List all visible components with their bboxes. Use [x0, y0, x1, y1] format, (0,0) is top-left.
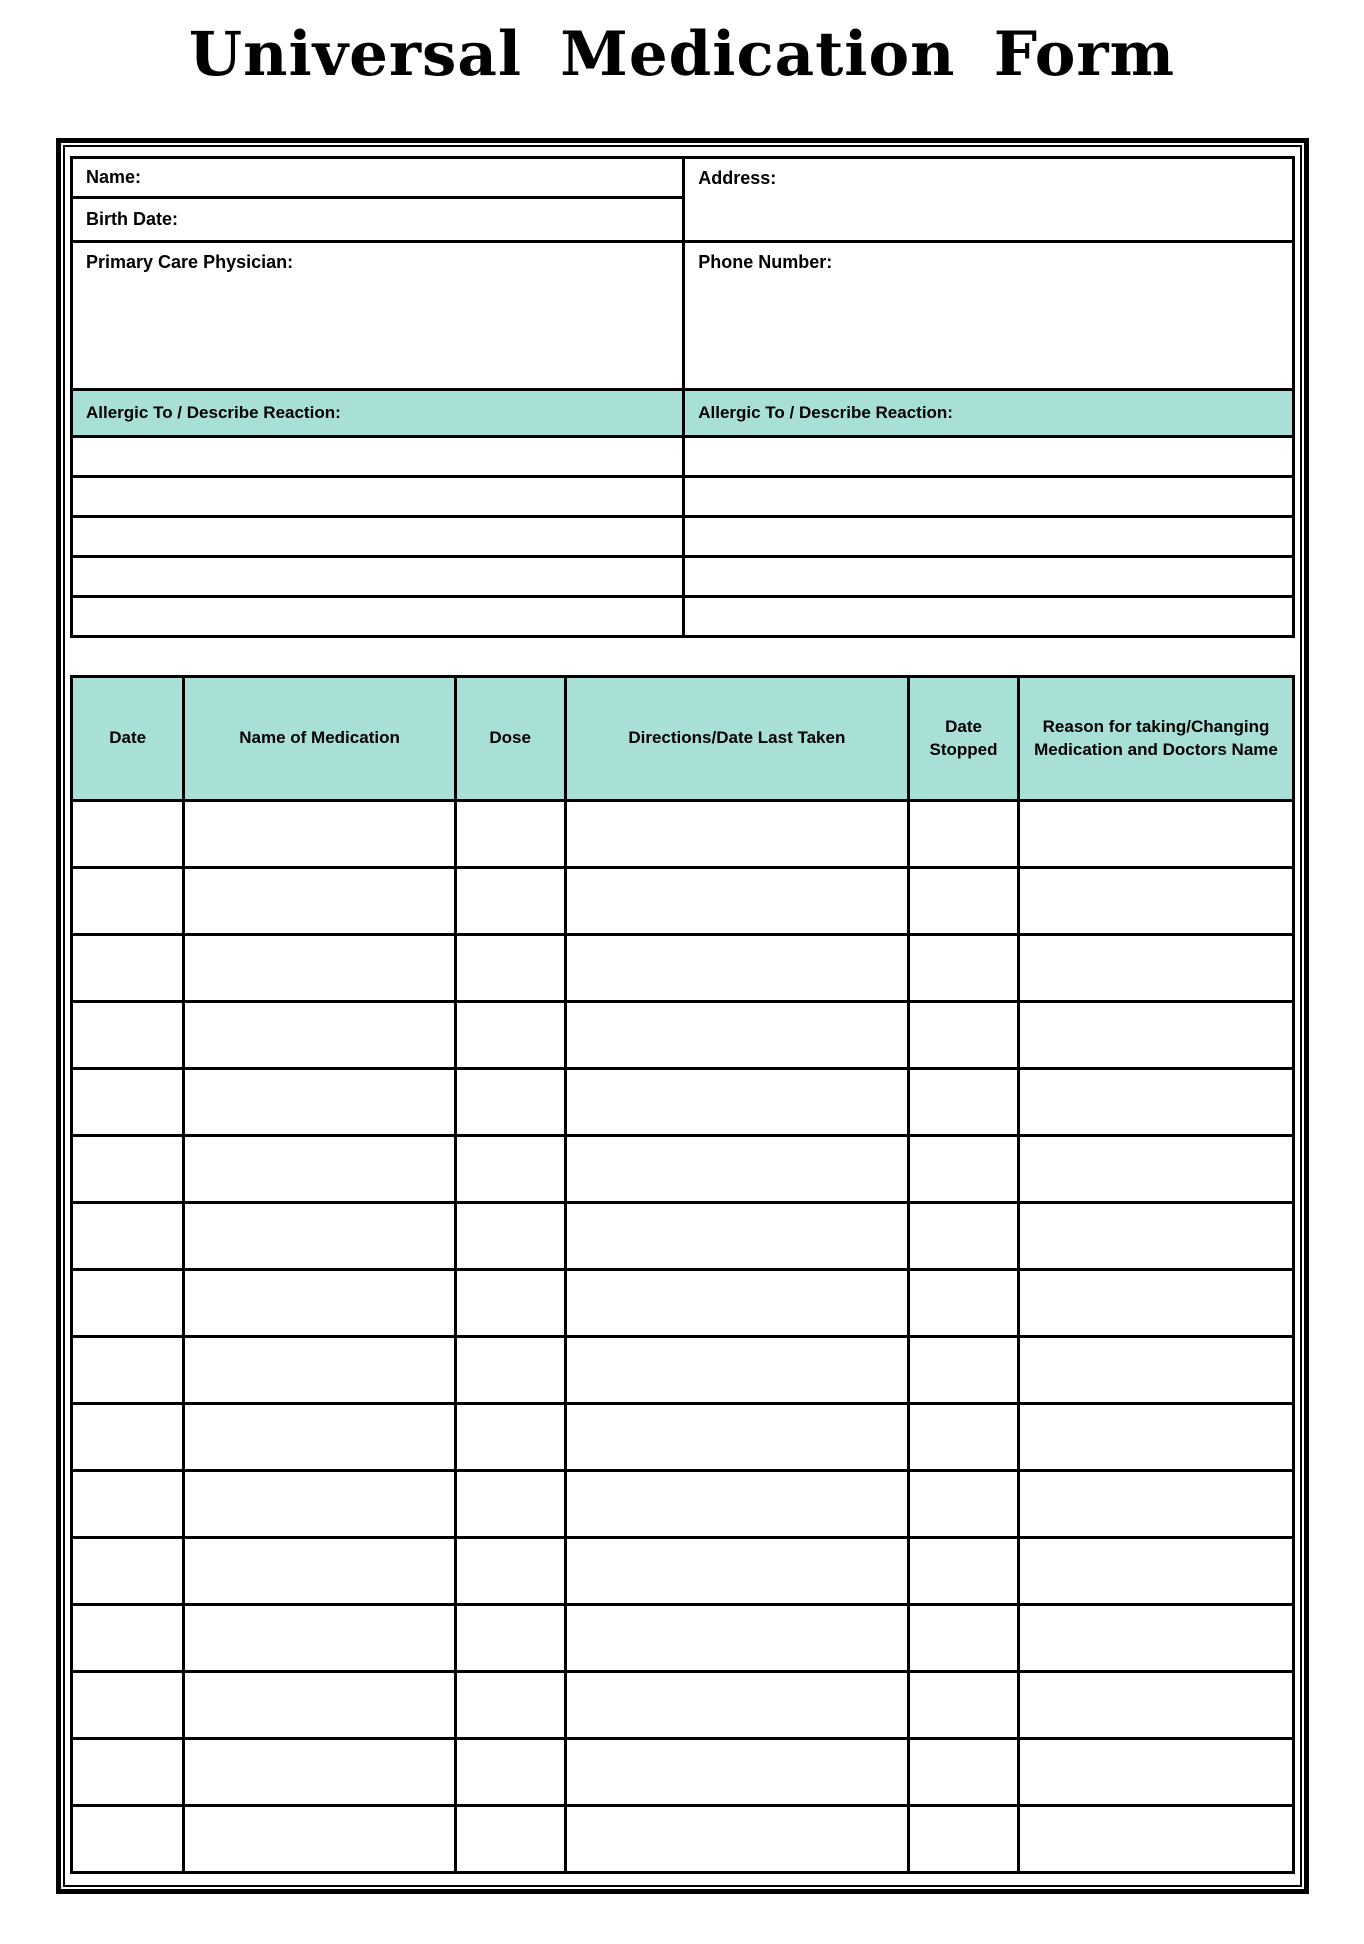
- medication-empty-rows: [72, 801, 1294, 1873]
- medication-entry-cell[interactable]: [565, 1806, 908, 1873]
- medication-entry-cell[interactable]: [184, 801, 455, 868]
- medication-entry-cell[interactable]: [1019, 1270, 1294, 1337]
- medication-entry-cell[interactable]: [909, 1404, 1019, 1471]
- allergy-header-left-label: Allergic To / Describe Reaction:: [86, 403, 341, 422]
- medication-entry-cell[interactable]: [565, 1404, 908, 1471]
- allergy-entry-cell[interactable]: [684, 557, 1294, 597]
- name-field-cell[interactable]: [72, 158, 684, 198]
- medication-entry-cell[interactable]: [184, 868, 455, 935]
- allergy-header-right-label: Allergic To / Describe Reaction:: [698, 403, 953, 422]
- name-label: Name:: [86, 167, 142, 187]
- medication-entry-cell[interactable]: [1019, 1203, 1294, 1270]
- medication-entry-cell[interactable]: [565, 1203, 908, 1270]
- medication-entry-cell[interactable]: [72, 1739, 184, 1806]
- physician-label: Primary Care Physician:: [86, 252, 294, 272]
- medication-table: [70, 675, 1295, 1874]
- page-title: Universal Medication Form: [188, 19, 1176, 90]
- medication-entry-cell[interactable]: [565, 1471, 908, 1538]
- medication-entry-cell[interactable]: [72, 1806, 184, 1873]
- medication-entry-cell[interactable]: [1019, 1806, 1294, 1873]
- medication-entry-cell[interactable]: [909, 1069, 1019, 1136]
- medication-row: [72, 1672, 1294, 1739]
- medication-row: [72, 1270, 1294, 1337]
- medication-entry-cell[interactable]: [184, 1538, 455, 1605]
- medication-entry-cell[interactable]: [565, 868, 908, 935]
- medication-entry-cell[interactable]: [455, 801, 565, 868]
- medication-entry-cell[interactable]: [909, 1203, 1019, 1270]
- phone-label: Phone Number:: [698, 252, 833, 272]
- medication-entry-cell[interactable]: [184, 1002, 455, 1069]
- medication-entry-cell[interactable]: [184, 1471, 455, 1538]
- allergy-entry-cell[interactable]: [684, 597, 1294, 637]
- allergy-row: [72, 517, 1294, 557]
- medication-entry-cell[interactable]: [184, 1270, 455, 1337]
- medication-entry-cell[interactable]: [1019, 1538, 1294, 1605]
- medication-entry-cell[interactable]: [455, 1538, 565, 1605]
- medication-entry-cell[interactable]: [1019, 1337, 1294, 1404]
- medication-entry-cell[interactable]: [184, 935, 455, 1002]
- medication-entry-cell[interactable]: [1019, 1069, 1294, 1136]
- medication-header-row: [72, 677, 1294, 801]
- medication-entry-cell[interactable]: [565, 1002, 908, 1069]
- medication-row: [72, 1136, 1294, 1203]
- medication-entry-cell[interactable]: [455, 1337, 565, 1404]
- medication-row: [72, 1203, 1294, 1270]
- medication-entry-cell[interactable]: [455, 1739, 565, 1806]
- section-gap: [70, 638, 1295, 675]
- medication-entry-cell[interactable]: [184, 1672, 455, 1739]
- medication-entry-cell[interactable]: [565, 1605, 908, 1672]
- form-outer-frame: [56, 138, 1309, 1894]
- medication-entry-cell[interactable]: [455, 1270, 565, 1337]
- medication-entry-cell[interactable]: [72, 935, 184, 1002]
- medication-row: [72, 1337, 1294, 1404]
- medication-row: [72, 801, 1294, 868]
- medication-column-header: Date Stopped: [909, 677, 1019, 801]
- medication-row: [72, 1404, 1294, 1471]
- medication-entry-cell[interactable]: [72, 1404, 184, 1471]
- medication-entry-cell[interactable]: [565, 1672, 908, 1739]
- medication-entry-cell[interactable]: [909, 1739, 1019, 1806]
- medication-entry-cell[interactable]: [184, 1337, 455, 1404]
- birth-date-field-cell[interactable]: [72, 198, 684, 242]
- medication-entry-cell[interactable]: [72, 1002, 184, 1069]
- medication-entry-cell[interactable]: [72, 1337, 184, 1404]
- medication-row: [72, 868, 1294, 935]
- medication-entry-cell[interactable]: [184, 1605, 455, 1672]
- allergy-entry-cell[interactable]: [72, 517, 684, 557]
- medication-row: [72, 1471, 1294, 1538]
- medication-entry-cell[interactable]: [72, 1136, 184, 1203]
- medication-entry-cell[interactable]: [909, 1136, 1019, 1203]
- medication-entry-cell[interactable]: [909, 1002, 1019, 1069]
- medication-entry-cell[interactable]: [1019, 1739, 1294, 1806]
- form-content: [70, 156, 1295, 1878]
- medication-entry-cell[interactable]: [455, 1069, 565, 1136]
- medication-column-header: Dose: [455, 677, 565, 801]
- medication-entry-cell[interactable]: [565, 935, 908, 1002]
- allergy-entry-cell[interactable]: [72, 597, 684, 637]
- medication-row: [72, 1739, 1294, 1806]
- medication-entry-cell[interactable]: [909, 801, 1019, 868]
- medication-entry-cell[interactable]: [909, 868, 1019, 935]
- medication-entry-cell[interactable]: [72, 1471, 184, 1538]
- medication-row: [72, 935, 1294, 1002]
- medication-entry-cell[interactable]: [455, 1471, 565, 1538]
- medication-column-header: Reason for taking/Changing Medication and Doctors Name: [1019, 677, 1294, 801]
- medication-entry-cell[interactable]: [1019, 1404, 1294, 1471]
- allergy-row: [72, 597, 1294, 637]
- medication-row: [72, 1002, 1294, 1069]
- medication-entry-cell[interactable]: [565, 1739, 908, 1806]
- allergy-row: [72, 477, 1294, 517]
- medication-column-header: Name of Medication: [184, 677, 455, 801]
- address-field-cell[interactable]: [684, 158, 1294, 242]
- medication-entry-cell[interactable]: [909, 935, 1019, 1002]
- medication-entry-cell[interactable]: [184, 1136, 455, 1203]
- medication-entry-cell[interactable]: [565, 1538, 908, 1605]
- medication-entry-cell[interactable]: [184, 1203, 455, 1270]
- medication-entry-cell[interactable]: [72, 1605, 184, 1672]
- allergy-row: [72, 437, 1294, 477]
- medication-entry-cell[interactable]: [455, 1203, 565, 1270]
- allergy-entry-cell[interactable]: [72, 437, 684, 477]
- allergy-entry-cell[interactable]: [684, 517, 1294, 557]
- medication-entry-cell[interactable]: [909, 1605, 1019, 1672]
- medication-entry-cell[interactable]: [909, 1337, 1019, 1404]
- medication-entry-cell[interactable]: [455, 1672, 565, 1739]
- medication-entry-cell[interactable]: [909, 1270, 1019, 1337]
- birth-date-label: Birth Date:: [86, 209, 179, 229]
- medication-entry-cell[interactable]: [455, 1605, 565, 1672]
- medication-entry-cell[interactable]: [909, 1672, 1019, 1739]
- allergy-entry-cell[interactable]: [684, 477, 1294, 517]
- medication-entry-cell[interactable]: [1019, 1605, 1294, 1672]
- medication-entry-cell[interactable]: [455, 1806, 565, 1873]
- medication-entry-cell[interactable]: [455, 1404, 565, 1471]
- allergy-entry-cell[interactable]: [72, 557, 684, 597]
- medication-entry-cell[interactable]: [72, 1270, 184, 1337]
- medication-column-header: Date: [72, 677, 184, 801]
- medication-entry-cell[interactable]: [1019, 935, 1294, 1002]
- medication-row: [72, 1605, 1294, 1672]
- medication-row: [72, 1538, 1294, 1605]
- medication-row: [72, 1069, 1294, 1136]
- medication-entry-cell[interactable]: [565, 801, 908, 868]
- medication-entry-cell[interactable]: [72, 1069, 184, 1136]
- medication-entry-cell[interactable]: [565, 1270, 908, 1337]
- medication-entry-cell[interactable]: [1019, 868, 1294, 935]
- medication-entry-cell[interactable]: [184, 1069, 455, 1136]
- allergy-entry-cell[interactable]: [684, 437, 1294, 477]
- medication-entry-cell[interactable]: [72, 1203, 184, 1270]
- form-inner-frame: [63, 145, 1302, 1887]
- patient-info-table: [70, 156, 1295, 638]
- medication-entry-cell[interactable]: [909, 1538, 1019, 1605]
- medication-entry-cell[interactable]: [72, 868, 184, 935]
- medication-entry-cell[interactable]: [1019, 1002, 1294, 1069]
- medication-entry-cell[interactable]: [1019, 801, 1294, 868]
- medication-column-header: Directions/Date Last Taken: [565, 677, 908, 801]
- medication-entry-cell[interactable]: [1019, 1672, 1294, 1739]
- allergy-row: [72, 557, 1294, 597]
- medication-entry-cell[interactable]: [72, 1672, 184, 1739]
- medication-entry-cell[interactable]: [184, 1404, 455, 1471]
- medication-entry-cell[interactable]: [72, 801, 184, 868]
- medication-entry-cell[interactable]: [565, 1069, 908, 1136]
- medication-entry-cell[interactable]: [909, 1471, 1019, 1538]
- medication-entry-cell[interactable]: [184, 1739, 455, 1806]
- address-label: Address:: [698, 168, 777, 188]
- medication-entry-cell[interactable]: [72, 1538, 184, 1605]
- medication-entry-cell[interactable]: [909, 1806, 1019, 1873]
- medication-entry-cell[interactable]: [1019, 1471, 1294, 1538]
- medication-entry-cell[interactable]: [1019, 1136, 1294, 1203]
- allergy-empty-rows: [72, 437, 1294, 637]
- medication-entry-cell[interactable]: [455, 1136, 565, 1203]
- medication-entry-cell[interactable]: [184, 1806, 455, 1873]
- medication-entry-cell[interactable]: [455, 1002, 565, 1069]
- allergy-header-right: [684, 390, 1294, 437]
- medication-entry-cell[interactable]: [455, 868, 565, 935]
- phone-field-cell[interactable]: [684, 242, 1294, 390]
- medication-entry-cell[interactable]: [455, 935, 565, 1002]
- physician-field-cell[interactable]: [72, 242, 684, 390]
- allergy-entry-cell[interactable]: [72, 477, 684, 517]
- medication-row: [72, 1806, 1294, 1873]
- allergy-header-left: [72, 390, 684, 437]
- medication-entry-cell[interactable]: [565, 1337, 908, 1404]
- medication-entry-cell[interactable]: [565, 1136, 908, 1203]
